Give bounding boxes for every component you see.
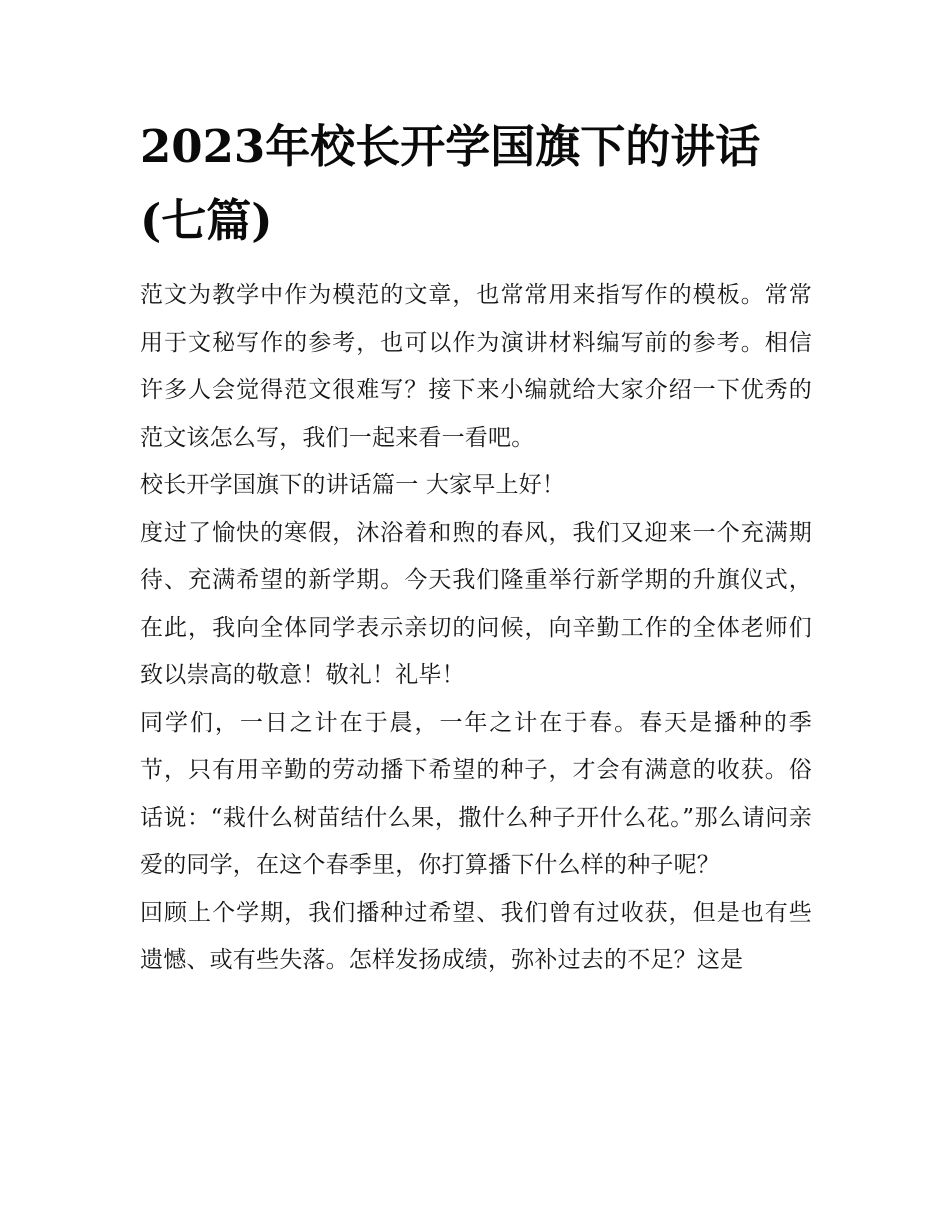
paragraph-greeting: 度过了愉快的寒假，沐浴着和煦的春风，我们又迎来一个充满期待、充满希望的新学期。今天我们隆重举行新学期的升旗仪式，在此，我向全体同学表示亲切的问候，向辛勤工作的全体老师们致以崇高的敬意！敬礼！礼毕！ (140, 519, 812, 688)
page-title: 2023年校长开学国旗下的讲话(七篇) (140, 120, 761, 247)
paragraph-review: 回顾上个学期，我们播种过希望、我们曾有过收获，但是也有些遗憾、或有些失落。怎样发扬成绩，弥补过去的不足？这是 (140, 899, 812, 973)
paragraph-spring: 同学们，一日之计在于晨，一年之计在于春。春天是播种的季节，只有用辛勤的劳动播下希望的种子，才会有满意的收获。俗话说：“栽什么树苗结什么果，撒什么种子开什么花。”那么请问亲爱的同学，在这个春季里，你打算播下什么样的种子呢？ (140, 709, 812, 878)
paragraph-intro: 范文为教学中作为模范的文章，也常常用来指写作的模板。常常用于文秘写作的参考，也可以作为演讲材料编写前的参考。相信许多人会觉得范文很难写？接下来小编就给大家介绍一下优秀的范文该怎么写，我们一起来看一看吧。 (140, 282, 812, 451)
document-content (140, 110, 812, 985)
document-body (140, 272, 812, 985)
paragraph-speech-heading: 校长开学国旗下的讲话篇一 大家早上好！ (140, 472, 566, 498)
